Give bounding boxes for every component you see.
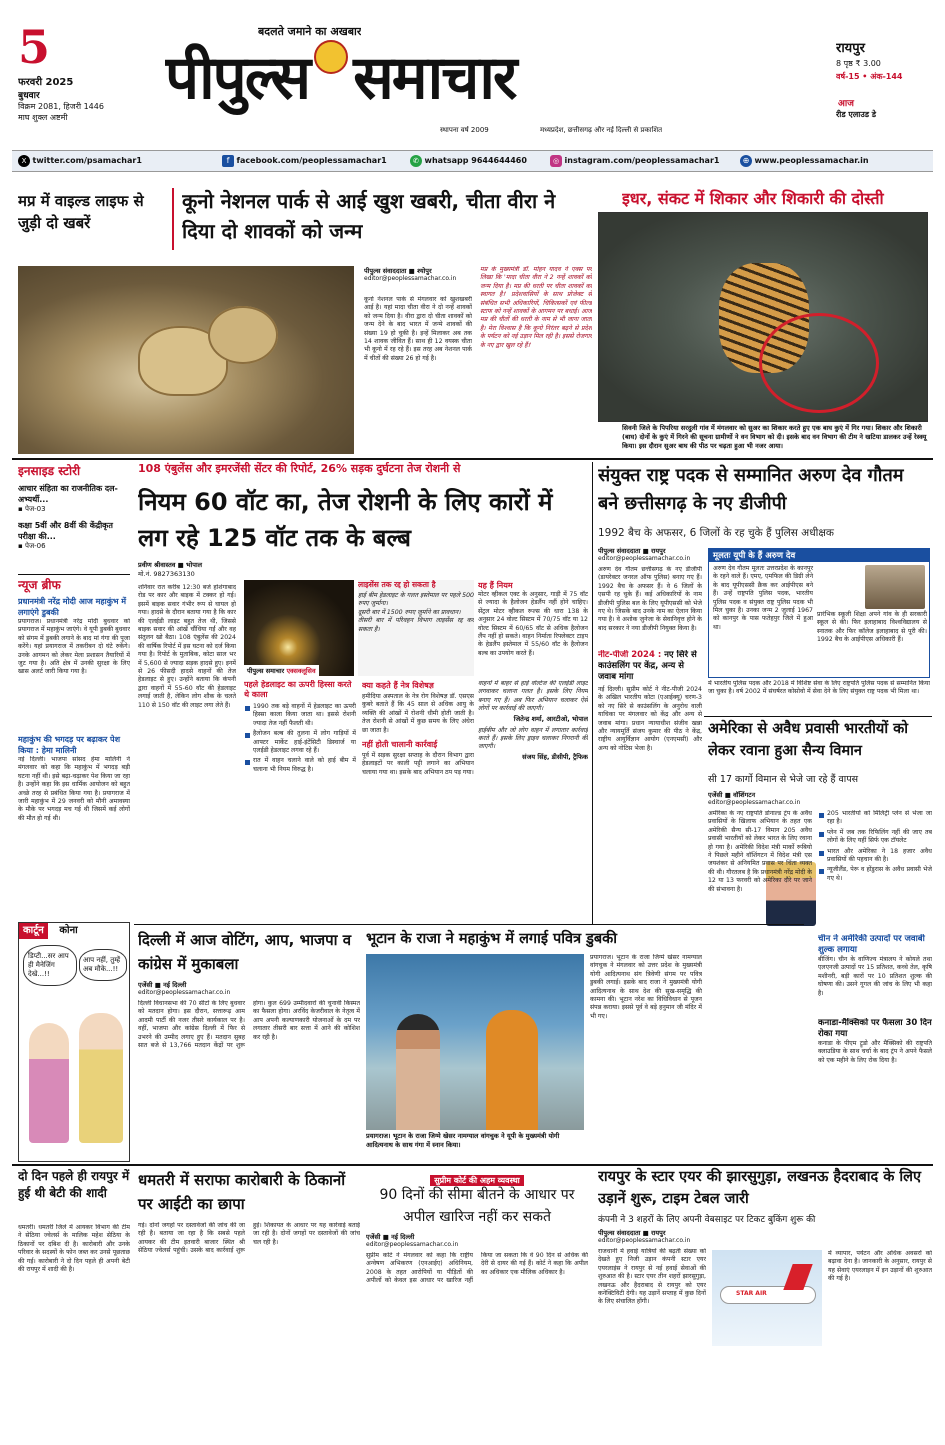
police-name: संजय सिंह, डीसीपी, ट्रैफिक	[522, 752, 588, 761]
wildlife-kicker: मप्र में वाइल्ड लाइफ से जुड़ी दो खबरें	[18, 192, 144, 232]
city-name: रायपुर	[836, 41, 865, 56]
cartoon-figure-1	[29, 1023, 69, 1143]
cartoon-header	[19, 923, 129, 939]
dgp-box-body-2: प्रारंभिक स्कूली शिक्षा अपने गांव के ही सरकारी स्कूल से की। फिर इलाहाबाद विश्वविद्यालय से स्नातक और फिर कॉलेज इलाहाबाद से पूरी की। 1992 बैच के आईपीएस अधिकारी हैं।	[817, 611, 927, 644]
tiger-photo	[598, 212, 928, 422]
whatsapp-link[interactable]: ✆ whatsapp 9644644460	[410, 151, 527, 171]
court-kicker-badge: सुप्रीम कोर्ट की अहम व्यवस्था	[430, 1175, 524, 1186]
usa-deck: सी 17 कार्गो विमान से भेजे जा रहे हैं वापस	[708, 774, 859, 785]
cartoon-box	[18, 922, 130, 1162]
editions: मध्यप्रदेश, छत्तीसगढ़ और नई दिल्ली से प्रकाशित	[540, 126, 663, 134]
bulb-byline-box	[138, 560, 228, 578]
airline-headline: रायपुर के स्टार एयर की झारसुगुड़ा, लखनऊ हैदराबाद के लिए उड़ानें शुरू, टाइम टेबल जारी	[598, 1169, 922, 1207]
brief-body-1: प्रयागराज। प्रधानमंत्री नरेंद्र मोदी बुधवार को प्रयागराज में महाकुंभ जाएंगे। वे यूपी डुबकी बुधवार को संगम में डुबकी लगाने के बाद मां गंगा की पूजा करेंगे। यहां प्रयागराज में तकरीबन दो घंटे रुकेंगे। उनके आगमन को लेकर मेला प्रशासन तैयारियों में जुट गया है। अति क्षेत्र में उनकी सुरक्षा के लिए खास अलर्ट जारी किया गया है।	[18, 618, 130, 676]
danger-3: तीसरी बार में परिवहन विभाग लाइसेंस रद्द कर सकता है।	[358, 617, 474, 633]
usa-points-list	[818, 810, 932, 883]
hidden-title: पहले हेडलाइट का ऊपरी हिस्सा करते थे काला	[244, 680, 352, 699]
logo-emblem	[314, 40, 348, 74]
airline-body: राजधानी में हवाई यात्रियों की बढ़ती संख्या को देखते हुए निजी उड़ान कंपनी स्टार एयर एयरलाइंस ने रायपुर से नई हवाई सेवाओं की शुरुआत की है। स्टार एयर तीन शहरों झारसुगुड़ा, लखनऊ और हैदराबाद से रायपुर को एयर कनेक्टिविटी देगी। यह उड़ानें सप्ताह में कुछ दिनों के लिए संचालित होंगी।	[598, 1248, 706, 1306]
airline-deck: कंपनी ने 3 शहरों के लिए अपनी वेबसाइट पर टिकट बुकिंग शुरू की	[598, 1215, 816, 1225]
brief-title: न्यूज ब्रीफ	[18, 578, 61, 592]
usa-point: 205 भारतीयों को मिलिट्री प्लेन से भेजा जा रहा है।	[818, 810, 932, 827]
king-figure	[396, 1014, 440, 1130]
wildlife-body-2: मप्र के मुख्यमंत्री डॉ. मोहन यादव ने एक्स पर लिखा कि 'मादा चीता वीरा ने 2 नन्हें शावकों को जन्म दिया है। मप्र की धरती पर चीता शावकों का स्वागत है।' प्रदेशवासियों के साथ प्रोजेक्ट से संबंधित सभी अधिकारियों, चिकित्सकों एवं फील्ड स्टाफ को नन्हें शावकों के आगमन पर बधाई। आज मप्र की चीतों की धरती के नाम से भी जाना जाता है। मेरा विश्वास है कि कूनो निरंतर बढ़ने से प्रदेश के पर्यटन को नई उड़ान मिल रही है। इससे रोजगार के नए द्वार खुल रहे हैं।'	[480, 266, 592, 349]
hidden-box	[244, 680, 356, 920]
usa-point: भारत और अमेरिका ने 18 हजार अवैध प्रवासियों की पहचान की है।	[818, 848, 932, 865]
usa-points	[818, 810, 932, 932]
twitter-link[interactable]: X twitter.com/psamachar1	[18, 151, 142, 171]
dgp-deck: 1992 बैच के अफसर, 6 जिलों के रह चुके हैं पुलिस अधीक्षक	[598, 527, 834, 539]
neet-kicker: नीट-पीजी 2024 :	[598, 650, 662, 660]
edition-info	[836, 38, 936, 148]
hidden-list	[244, 703, 356, 774]
eye-body: हमीदिया अस्पताल के नेत्र रोग विशेषज्ञ डॉ. एसएस कुबरे बताते हैं कि 45 साल से अधिक आयु के व्यक्ति की आंखों में रोशनी धीमी होती जाती है। तेज रोशनी से आंखों में कुछ समय के लिए अंधेरा छा जाता है।	[362, 693, 474, 734]
inside-story-title: इनसाइड स्टोरी	[18, 464, 81, 478]
paper-title	[165, 38, 725, 118]
rules-body: मोटर व्हीकल एक्ट के अनुसार, गाड़ी में 75 वॉट से ज्यादा के हैलोजन हेडलैंप नहीं होने चाहिए। सेंट्रल मोटर व्हीकल रूल्स की धारा 138 के अनुसार 24 वोल्ट सिस्टम में 70/75 वॉट या 12 वोल्ट सिस्टम में 60/65 वॉट से अधिक हैलोजन लैंप नहीं हो सकते। वाहन निर्माता रिफ्लेक्टर टाइप के हेडलैंप इस्तेमाल में 55/60 वॉट के हैलोजन बल्ब का उपयोग करते हैं।	[478, 591, 588, 657]
wildlife-body-1: कूनो नेशनल पार्क से मंगलवार को खुशखबरी आई है। यहां मादा चीता वीरा ने दो नन्हें शावकों को जन्म दिया है। वीरा द्वारा दो चीता शावकों को जन्म देने के बाद भारत में जन्मे शावकों की संख्या 19 हो चुकी है। इन्हें मिलाकर अब तक 14 शावक जीवित हैं। साथ ही 12 वयस्क चीता भी कूनो में रह रहे हैं। इस तरह अब नेशनल पार्क में चीतों की संख्या 26 हो गई है।	[364, 296, 472, 362]
photo-tag-text: पीपुल्स समाचार	[247, 667, 285, 675]
hidden-item: 1990 तक बड़े वाहनों में हेडलाइट का ऊपरी हिस्सा काला किया जाता था। इससे रोशनी ज्यादा तेज नहीं फैलती थी।	[244, 703, 356, 728]
airline-photo	[712, 1250, 822, 1346]
driver-quote: वाहनों में बाहर से हाई वोल्टेज की एलईडी लाइट लगवाकर चलाना गलत है। इसके लिए नियम बनाए गए हैं। अब फिर अभियान चलाकर ऐसे लोगों पर कार्रवाई की जाएगी।	[478, 680, 588, 713]
wedding-headline: दो दिन पहले ही रायपुर में हुई थी बेटी की शादी	[18, 1169, 130, 1200]
date-day: 5	[18, 24, 51, 74]
news-brief	[18, 576, 130, 918]
neet-headline: नए सिरे से काउंसलिंग पर केंद्र, अन्य से जवाब मांगा	[598, 650, 697, 682]
delhi-headline: दिल्ली में आज वोटिंग, आप, भाजपा व कांग्रेस में मुकाबला	[138, 931, 352, 973]
bulb-photo	[244, 580, 354, 676]
court-email: editor@peoplessamachar.co.in	[366, 1241, 459, 1248]
dgp-box	[708, 548, 930, 678]
delhi-email: editor@peoplessamachar.co.in	[138, 989, 231, 996]
date-samvat: विक्रम 2081, हिजरी 1446	[18, 102, 104, 111]
photo-tag-sub: एक्सक्लूसिव	[286, 667, 316, 675]
delhi-byline-box	[138, 980, 258, 996]
facebook-link[interactable]: f facebook.com/peoplessamachar1	[222, 151, 387, 171]
aaj-label: आज	[838, 99, 854, 109]
wildlife-byline-box	[364, 266, 474, 290]
neet-title	[598, 650, 702, 683]
cheetah-cub-shape-2	[208, 306, 278, 364]
china-box	[818, 934, 932, 1016]
canada-box	[818, 1018, 932, 1162]
pages-price: 8 पृष्ठ ₹ 3.00	[836, 59, 881, 68]
whatsapp-icon: ✆	[410, 155, 422, 167]
airline-byline: पीपुल्स संवाददाता ■ रायपुर	[598, 1229, 666, 1237]
china-body: बीजिंग। चीन के वाणिज्य मंत्रालय ने कोयले तथा एलएनजी उत्पादों पर 15 प्रतिशत, कच्चे तेल, कृषि मशीनरी, बड़ी कारों पर 10 प्रतिशत शुल्क की घोषणा की। उसने गूगल की जांच के लिए भी कहा है।	[818, 956, 932, 997]
wildlife-byline: पीपुल्स संवाददाता ■ श्योपुर	[364, 267, 432, 275]
date-tithi: माघ शुक्ल अष्टमी	[18, 113, 68, 122]
cartoon-bubble-1: डिप्टी...सर आप ही मैनेजिंग देखे...!!	[23, 945, 77, 986]
instagram-link[interactable]: ◎ instagram.com/peoplessamachar1	[550, 151, 719, 171]
dgp-box-body: अरुण देव गौतम मूलतः उत्तरप्रदेश के कानपुर के रहने वाले हैं। एमए, एमफिल की डिग्री लेने के बाद यूपीएससी क्रैक कर आईपीएस बने हैं। उन्हें राष्ट्रपति पुलिस पदक, भारतीय पुलिस पदक व संयुक्त राष्ट्र पुलिस पदक भी मिल चुका है। उनका जन्म 2 जुलाई 1967 को कानपुर के पास फतेहपुर जिले में हुआ था।	[713, 565, 813, 631]
rules-box	[478, 580, 588, 676]
china-title: चीन ने अमेरिकी उत्पादों पर जवाबी शुल्क लगाया	[818, 934, 925, 955]
aaj-sub: रीड एलाउड डे	[836, 110, 877, 119]
airline-tail: में व्यापार, पर्यटन और अधिक अवसरों को बढ़ावा देना है। जानकारी के अनुसार, रायपुर से यह सेवाएं एयरलाइन में इन उड़ानों की शुरुआत की गई है।	[828, 1250, 932, 1283]
license-body: पूर्व में सड़क सुरक्षा सप्ताह के दौरान विभाग द्वारा हेडलाइटों पर काली पट्टी लगाने का अभियान चलाया गया था। इसके बाद अभियान ठप पड़ गया।	[362, 752, 474, 776]
inside-item-text: आचार संहिता का राजनीतिक दल-अभ्यर्थी...	[18, 484, 118, 504]
cartoon-corner: कोना	[59, 925, 78, 936]
year-issue: वर्ष-15 • अंक-144	[836, 72, 903, 81]
hidden-item: रात में वाहन चलाने वाले को हाई बीम में चलाना भी नियम विरुद्ध है।	[244, 757, 356, 774]
canada-body: कनाडा के पीएम ट्रूडो और मैक्सिको की राष्ट्रपति क्लाउडिया के साथ चर्चा के बाद ट्रंप ने अपने फैसले को एक महीने के लिए रोक दिया है।	[818, 1040, 932, 1064]
delhi-byline: एजेंसी ■ नई दिल्ली	[138, 981, 187, 989]
date-block	[18, 24, 138, 124]
usa-email: editor@peoplessamachar.co.in	[708, 799, 801, 806]
dgp-tail: में भारतीय पुलिस पदक और 2018 में विशिष्ट सेवा के लिए राष्ट्रपति पुलिस पदक से सम्मानित किया जा चुका है। वर्ष 2002 में संघर्षरत कोसोवो में सेवा देने के लिए संयुक्त राष्ट्र पदक भी मिला था।	[708, 680, 930, 696]
court-headline: 90 दिनों की सीमा बीतने के आधार पर अपील खारिज नहीं कर सकते	[379, 1187, 575, 1225]
tiger-headline: इधर, संकट में शिकार और शिकारी की दोस्ती	[622, 189, 884, 208]
inside-item[interactable]	[18, 483, 130, 514]
bulb-body: शनिवार रात करीब 12:30 बजे होशंगाबाद रोड पर कार और बाइक में टक्कर हो गई। इसमें बाइक सवार गंभीर रूप से घायल हो गया। हादसे के दौरान बताया गया है कि कार की एलईडी लाइट बहुत तेज थी, जिससे बाइक सवार की आंखें चौंधिया गईं और वह संतुलन खो बैठा। 108 एंबुलेंस की 2024 की वार्षिक रिपोर्ट में इस घटना को दर्ज किया गया है। रिपोर्ट के मुताबिक, कोटा साल भर में 5,600 से ज्यादा सड़क हादसे हुए। इनमें से 26 फीसदी हादसे वाहनों की तेज हेडलाइट से हुए। उन्होंने बताया कि कंपनी द्वारा वाहनों में 55-60 वॉट की हेडलाइट लगाई जाती है, लेकिन लोग शौक के चलते 110 से 150 वॉट की लाइट लगा लेते हैं।	[138, 584, 236, 709]
usa-point: प्लेन में जब तक रिफिलिंग नहीं की जाए तब लोगों के लिए यहीं सिर्फ एक टॉयलेट	[818, 829, 932, 846]
bhutan-caption: प्रयागराज। भूटान के राजा जिग्मे खेसर नामग्याल वांगचुक ने यूपी के मुख्यमंत्री योगी आदित्यनाथ के साथ गंगा में स्नान किया।	[366, 1132, 560, 1149]
rules-title: यह हैं नियम	[478, 581, 513, 590]
raid-body: गई। दोनों जगहों पर दस्तावेजों की जांच की जा रही है। बताया जा रहा है कि सबसे पहले आयकर की टीम इतवारी बाजार स्थित श्री सेठिया ज्वेलर्स पहुंची। उसके बाद कार्रवाई शुरू हुई। शिकायत के आधार पर यह कार्रवाई बताई जा रही है। दोनों जगहों पर दस्तावेजों की जांच चल रही है।	[138, 1222, 360, 1255]
dgp-box-title: मूलतः यूपी के हैं अरुण देव	[709, 549, 929, 562]
usa-body: अमेरिका के नए राष्ट्रपति डोनाल्ड ट्रंप के अवैध प्रवासियों के खिलाफ अभियान के तहत एक अमेरिकी सैन्य सी-17 विमान 205 अवैध प्रवासी भारतीयों को लेकर भारत के लिए रवाना हो गया है। अमेरिकी विदेश मंत्री मार्को रूबियो ने पिछले महीने वॉशिंगटन में विदेश मंत्री एस जयशंकर से अनियमित प्रवास पर चिंता व्यक्त की थी। गौरतलब है कि प्रधानमंत्री नरेंद्र मोदी के 12 या 13 फरवरी को अमेरिका दौरे पर जाने की संभावना है।	[708, 810, 812, 893]
wildlife-email: editor@peoplessamachar.co.in	[364, 275, 457, 282]
bulb-phone: मो.नं. 9827363130	[138, 570, 195, 578]
delhi-body: दिल्ली विधानसभा की 70 सीटों के लिए बुधवार को मतदान होगा। इस दौरान, सत्तारूढ़ आम आदमी पार्टी की नजर तीसरे कार्यकाल पर है। वहीं, भाजपा और कांग्रेस दिल्ली में फिर से उभरने की उम्मीद लगाए हुए हैं। मतदान सुबह सात बजे से 13,766 मतदान केंद्रों पर शुरू होगा। कुल 699 उम्मीदवारों की चुनावी किस्मत का फैसला होगा। अरविंद केजरीवाल के नेतृत्व में आप अपनी कल्याणकारी योजनाओं के दम पर लगातार तीसरी बार सत्ता में आने की कोशिश कर रही है।	[138, 1000, 360, 1050]
airline-byline-box	[598, 1228, 728, 1244]
date-month: फरवरी 2025	[18, 77, 74, 88]
bhutan-body: प्रयागराज। भूटान के राजा जिग्मे खेसर नामग्याल वांगचुक ने मंगलवार को उत्तर प्रदेश के मुख्यमंत्री योगी आदित्यनाथ संग त्रिवेणी संगम पर पवित्र डुबकी लगाई। इसके बाद राजा ने मुख्यमंत्री योगी आदित्यनाथ के साथ देश की सुख-समृद्धि की कामना की। भूटान नरेश का विधिविधान से पूजन संपन्न कराया। इससे पूर्व वे बड़े हनुमान जी मंदिर में भी गए।	[590, 954, 702, 1020]
paper-title-right: समाचार	[353, 43, 516, 113]
inside-item[interactable]	[18, 520, 130, 551]
usa-byline: एजेंसी ■ वॉशिंगटन	[708, 791, 756, 799]
quotes-box	[478, 680, 588, 920]
usa-point: न्यूजीलैंड, पेरू व होंडुरास के अवैध प्रवासी भेजे गए थे।	[818, 866, 932, 883]
airplane-label: STAR AIR	[736, 1290, 767, 1297]
police-quote: हाईबीम और जो लोग वाहन में लगातार कार्रवाई करते हैं। इसके लिए ड्राइव चलाकर निगरानी की जाएगी।	[478, 726, 588, 751]
license-title: नहीं होती चालानी कार्रवाई	[362, 740, 438, 750]
dgp-email: editor@peoplessamachar.co.in	[598, 555, 691, 562]
dgp-portrait	[865, 565, 925, 609]
danger-box	[358, 580, 474, 676]
court-byline-box	[366, 1232, 496, 1248]
yogi-figure	[486, 1010, 538, 1130]
court-byline: एजेंसी ■ नई दिल्ली	[366, 1233, 415, 1241]
cartoon-title: कार्टून	[19, 923, 48, 939]
dgp-headline: संयुक्त राष्ट्र पदक से सम्मानित अरुण देव गौतम बने छत्तीसगढ़ के नए डीजीपी	[598, 465, 904, 514]
cartoon-figure-2	[79, 1013, 123, 1143]
inside-item-page: ▪ पेज-03	[18, 505, 46, 513]
tiger-caption: सिवनी जिले के पिपरिया सरदुली गांव में मंगलवार को सुअर का शिकार करते हुए एक बाघ कुएं में गिर गया। शिकार और शिकारी (बाघ) दोनों के कुएं में गिरने की सूचना ग्रामीणों ने वन विभाग को दी। इसके बाद वन विभाग की टीम ने खटिया डालकर उन्हें रेस्क्यू किया। इस दौरान सुअर बाघ की पीठ पर चढ़ता हुआ भी नजर आया।	[622, 424, 932, 451]
tagline: बदलते जमाने का अखबार	[258, 25, 362, 38]
instagram-icon: ◎	[550, 155, 562, 167]
neet-body: नई दिल्ली। सुप्रीम कोर्ट ने नीट-पीजी 2024 के अखिल भारतीय कोटा (एआईक्यू) चरण-3 को नए सिरे से काउंसलिंग के अनुरोध वाली याचिका पर मंगलवार को केंद्र और अन्य से जवाब मांगा। प्रधान न्यायाधीश संजीव खन्ना और न्यायमूर्ति संजय कुमार की पीठ ने केंद्र, राष्ट्रीय आयुर्विज्ञान आयोग (एनएमसी) और अन्य को नोटिस भेजा है।	[598, 686, 702, 752]
dgp-byline: पीपुल्स संवाददाता ■ रायपुर	[598, 547, 666, 555]
brief-headline-2: महाकुंभ की भगदड़ पर बढ़ाकर पेश किया : हेमा मालिनी	[18, 735, 121, 755]
danger-1: हाई बीम हेडलाइट के गलत इस्तेमाल पर पहले 500 रुपए जुर्माना।	[358, 592, 474, 608]
inside-item-text: कक्षा 5वीं और 8वीं की केंद्रीकृत परीक्षा की...	[18, 521, 113, 541]
bulb-byline: प्रवीण श्रीवास्तव ■ भोपाल	[138, 561, 203, 569]
masthead	[0, 0, 945, 150]
usa-byline-box	[708, 790, 818, 806]
dgp-byline-box	[598, 546, 708, 562]
airline-email: editor@peoplessamachar.co.in	[598, 1237, 691, 1244]
wedding-body: धमतरी। धमतरी जिले में आयकर विभाग की टीम ने सेठिया ज्वेलर्स के मालिक महेश सेठिया के ठिकानों पर दबिश दी है। कारोबारी और उनके परिवार के सदस्यों के फोन जब्त कर उनसे पूछताछ की गई। कारोबारी ने दो दिन पहले ही अपनी बेटी की रायपुर में शादी की है।	[18, 1224, 130, 1274]
canada-title: कनाडा-मैक्सिको पर फैसला 30 दिन रोका गया	[818, 1018, 932, 1039]
photo-tag	[244, 665, 319, 676]
date-weekday: बुधवार	[18, 91, 40, 101]
facebook-icon: f	[222, 155, 234, 167]
court-body: सुप्रीम कोर्ट ने मंगलवार को कहा कि राष्ट्रीय अन्वेषण अभिकरण (एनआईए) अधिनियम, 2008 के तहत आरोपियों या पीड़ितों की अपीलों को केवल इस आधार पर खारिज नहीं किया जा सकता कि वे 90 दिन से अधिक की देरी से दायर की गई हैं। कोर्ट ने कहा कि अपील का अधिकार एक मौलिक अधिकार है।	[366, 1252, 588, 1285]
bulb-headline: नियम 60 वॉट का, तेज रोशनी के लिए कारों में लग रहे 125 वॉट तक के बल्ब	[138, 488, 553, 552]
danger-2: दूसरी बार में 1500 रुपए जुर्माने का प्रावधान।	[358, 608, 461, 616]
neet-box	[598, 650, 702, 922]
cheetah-photo	[18, 266, 354, 454]
social-bar	[12, 150, 933, 172]
danger-title: लाइसेंस तक रद्द हो सकता है	[358, 580, 436, 589]
web-link[interactable]: ⊕ www.peoplessamachar.in	[740, 151, 869, 171]
usa-headline: अमेरिका से अवैध प्रवासी भारतीयों को लेकर रवाना हुआ सैन्य विमान	[708, 721, 909, 759]
raid-headline: धमतरी में सराफा कारोबारी के ठिकानों पर आईटी का छापा	[138, 1171, 346, 1213]
highlight-circle	[759, 313, 879, 413]
inside-item-page: ▪ पेज-06	[18, 542, 46, 550]
eye-box	[362, 680, 474, 920]
eye-title: क्या कहते हैं नेत्र विशेषज्ञ	[362, 681, 434, 690]
twitter-icon: X	[18, 155, 30, 167]
established: स्थापना वर्ष 2009	[440, 126, 489, 134]
brief-body-2: नई दिल्ली। भाजपा सांसद हेमा मालिनी ने मंगलवार को कहा कि महाकुंभ में भगदड़ बड़ी घटना नहीं थी। इसे बढ़ा-चढ़ाकर पेश किया जा रहा है। उन्होंने कहा कि इस धार्मिक आयोजन को बहुत अच्छे तरह से प्रबंधित किया गया है। प्रयागराज में जारी महाकुंभ में 29 जनवरी को मौनी अमावस्या के मौके पर भगदड़ मच गई थी जिसमें कई लोगों की मौत हो गई थी।	[18, 756, 130, 822]
brief-headline-1: प्रधानमंत्री नरेंद्र मोदी आज महाकुंभ में लगाएंगे डुबकी	[18, 597, 127, 617]
bhutan-headline: भूटान के राजा ने महाकुंभ में लगाई पवित्र डुबकी	[366, 931, 618, 947]
driver-name: जितेन्द्र शर्मा, आरटीओ, भोपाल	[513, 714, 588, 723]
wildlife-headline: कूनो नेशनल पार्क से आई खुश खबरी, चीता वीरा ने दिया दो शावकों को जन्म	[182, 189, 556, 243]
paper-title-left: पीपुल्स	[165, 43, 310, 113]
hidden-item: हैलोजन बल्ब की तुलना में लोग गाड़ियों में आफ्टर मार्केट हाई-इंटेंसिटी डिस्चार्ज या एलईडी हेडलाइट लगवा रहे हैं।	[244, 730, 356, 755]
dgp-body: अरुण देव गौतम छत्तीसगढ़ के नए डीजीपी (डायरेक्टर जनरल ऑफ पुलिस) बनाए गए हैं। 1992 बैच के अफसर हैं। वे 6 जिलों के एसपी रह चुके हैं। कई अधिकारियों के नाम डीजीपी पुलिस बल के लिए यूपीएससी को भेजे गए थे। जिसके बाद उनके नाम का ऐलान किया गया है। वे अशोक जुनेजा के सेवानिवृत्त होने के बाद सरकार ने नया डीजीपी नियुक्त किया है।	[598, 566, 702, 632]
bhutan-photo	[366, 954, 584, 1130]
inside-story	[18, 462, 130, 572]
globe-icon: ⊕	[740, 155, 752, 167]
bulb-kicker: 108 एंबुलेंस और इमरजेंसी सेंटर की रिपोर्ट, 26% सड़क दुर्घटना तेज रोशनी से	[138, 462, 461, 475]
cartoon-bubble-2: आप नहीं, तुम्हें अब मौके...!!	[79, 949, 127, 981]
